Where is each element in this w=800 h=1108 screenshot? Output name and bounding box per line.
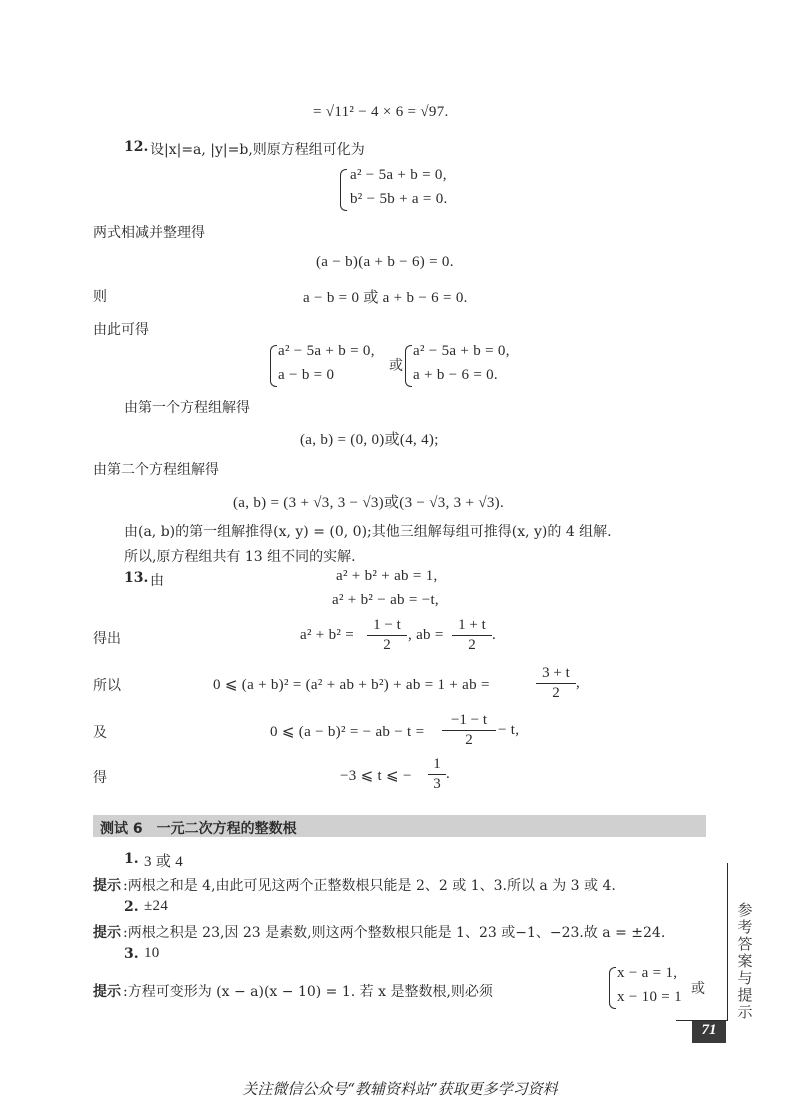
numerator: 1 + t — [452, 616, 492, 636]
hint-label: 提示 — [93, 878, 121, 894]
problem-text: 设|x|=a, |y|=b,则原方程组可化为 — [150, 142, 365, 158]
text-line: 或 — [389, 358, 403, 374]
denominator: 3 — [433, 776, 441, 792]
text-line: 所以,原方程组共有 13 组不同的实解. — [124, 549, 356, 565]
equation-line: b² − 5b + a = 0. — [350, 191, 448, 207]
answer-number: 1. — [124, 851, 139, 867]
brace — [270, 345, 277, 387]
problem-number: 12. — [124, 139, 149, 155]
answer-number: 2. — [124, 899, 139, 915]
equation-line: x − a = 1, — [617, 965, 678, 981]
text-line: 由(a, b)的第一组解推得(x, y) = (0, 0);其他三组解每组可推得(x, y)的 4 组解. — [124, 524, 612, 540]
equation-line: a² + b² + ab = 1, — [336, 568, 438, 584]
section-title: 测试 6 一元二次方程的整数根 — [100, 821, 297, 837]
equation-line: a² − 5a + b = 0, — [413, 343, 510, 359]
denominator: 2 — [383, 637, 391, 653]
text-line: 两式相减并整理得 — [93, 225, 205, 241]
fraction — [536, 664, 576, 703]
equation-line: , — [576, 675, 581, 691]
equation-line: a² − 5a + b = 0, — [278, 343, 375, 359]
hint-label: 提示 — [93, 984, 121, 1000]
text-line: 由第二个方程组解得 — [93, 462, 219, 478]
side-tab-label: 参考答案与提示 — [737, 901, 753, 1021]
hint-label: 提示 — [93, 925, 121, 941]
text-line: 或 — [691, 981, 705, 997]
equation-line: , ab = — [408, 627, 444, 643]
equation-line: 0 ⩽ (a − b)² = − ab − t = — [270, 724, 425, 740]
answer-number: 3. — [124, 946, 139, 962]
fraction — [452, 616, 492, 655]
brace — [405, 345, 412, 387]
equation-line: a − b = 0 — [278, 367, 335, 383]
equation-line: . — [492, 627, 497, 643]
numerator: 1 − t — [367, 616, 407, 636]
equation-line: (a − b)(a + b − 6) = 0. — [316, 254, 454, 270]
text-line: 所以 — [93, 678, 121, 694]
numerator: 1 — [428, 755, 446, 775]
equation-line: (a, b) = (0, 0)或(4, 4); — [300, 432, 439, 448]
numerator: −1 − t — [442, 711, 496, 731]
fraction — [428, 755, 446, 794]
footer-note: 关注微信公众号“教辅资料站”获取更多学习资料 — [242, 1080, 558, 1098]
hint-text: :方程可变形为 (x − a)(x − 10) = 1. 若 x 是整数根,则必须 — [123, 984, 493, 1000]
brace — [340, 169, 347, 211]
equation-line: −3 ⩽ t ⩽ − — [340, 768, 412, 784]
fraction — [442, 711, 496, 750]
equation-line: 0 ⩽ (a + b)² = (a² + ab + b²) + ab = 1 + ab = — [213, 677, 490, 693]
denominator: 2 — [552, 685, 560, 701]
equation-line: − t, — [498, 722, 520, 738]
text-line: 则 — [93, 289, 107, 305]
equation-line: a² + b² = — [300, 627, 355, 643]
text-line: 得出 — [93, 631, 121, 647]
equation-line: = √11² − 4 × 6 = √97. — [313, 104, 449, 120]
text-line: 由第一个方程组解得 — [124, 400, 250, 416]
hint-text: :两根之和是 4,由此可见这两个正整数根只能是 2、2 或 1、3.所以 a 为 3 或 4. — [123, 878, 616, 894]
equation-line: . — [446, 766, 451, 782]
equation-line: (a, b) = (3 + √3, 3 − √3)或(3 − √3, 3 + √3). — [233, 495, 505, 511]
hint-text: :两根之积是 23,因 23 是素数,则这两个整数根只能是 1、23 或−1、−23.故 a = ±24. — [123, 925, 666, 941]
answer-value: 3 或 4 — [144, 854, 184, 870]
answer-value: 10 — [144, 945, 160, 961]
fraction — [367, 616, 407, 655]
denominator: 2 — [465, 732, 473, 748]
equation-line: a − b = 0 或 a + b − 6 = 0. — [303, 290, 468, 306]
equation-line: a² − 5a + b = 0, — [350, 167, 447, 183]
text-line: 得 — [93, 770, 107, 786]
text-line: 及 — [93, 725, 107, 741]
equation-line: a + b − 6 = 0. — [413, 367, 498, 383]
brace — [609, 967, 616, 1009]
denominator: 2 — [468, 637, 476, 653]
answer-value: ±24 — [144, 898, 169, 914]
text-line: 由此可得 — [93, 322, 149, 338]
text-line: 由 — [150, 573, 164, 589]
numerator: 3 + t — [536, 664, 576, 684]
equation-line: x − 10 = 1 — [617, 989, 682, 1005]
problem-number: 13. — [124, 570, 149, 586]
page-number: 71 — [701, 1022, 717, 1038]
equation-line: a² + b² − ab = −t, — [332, 592, 439, 608]
